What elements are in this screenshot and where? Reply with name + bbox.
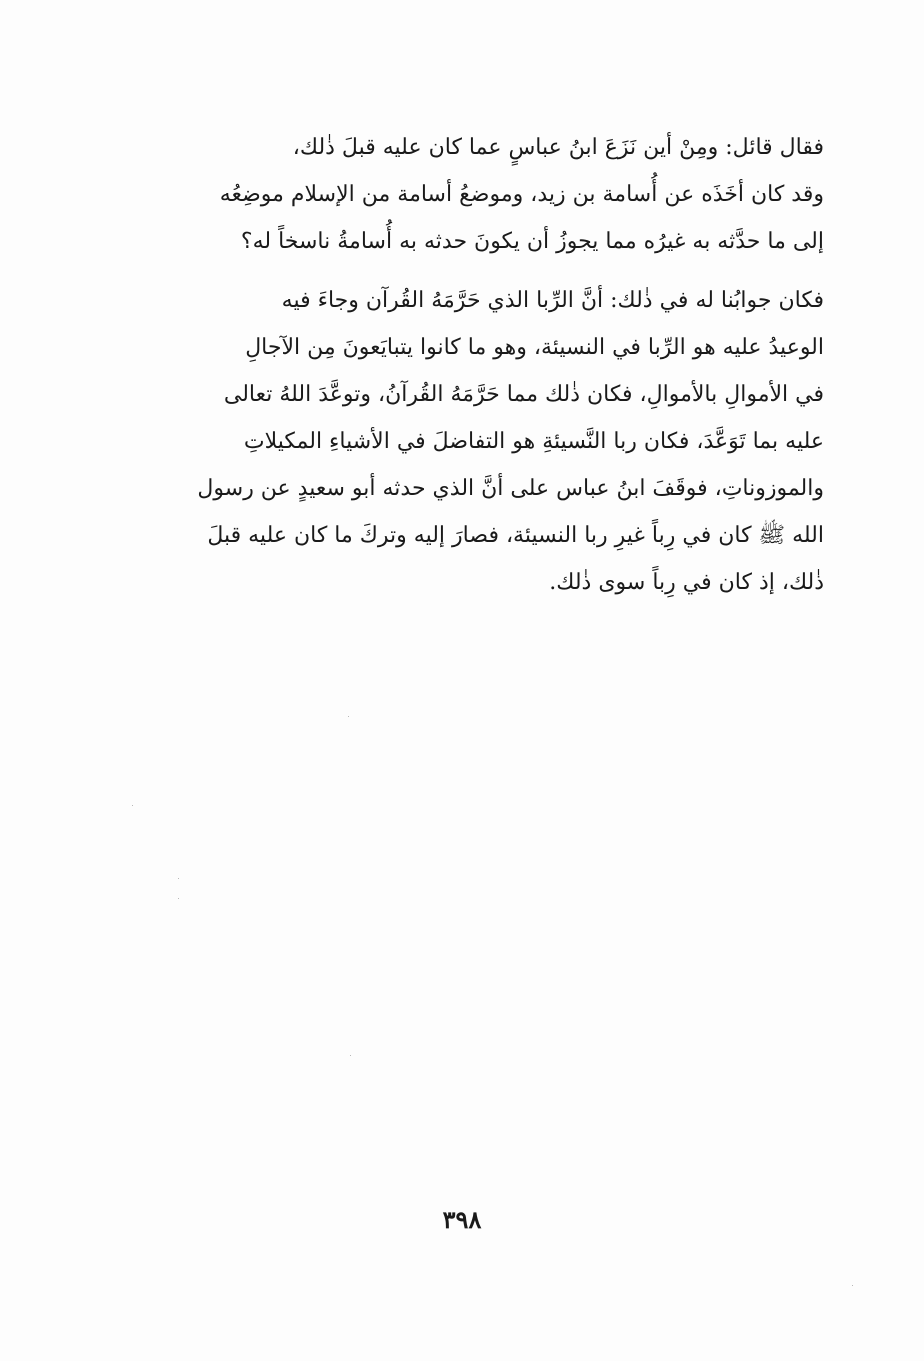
text-line: إلى ما حدَّثه به غيرُه مما يجوزُ أن يكونَ حدثه به أُسامةُ ناسخاً له؟ (240, 229, 824, 254)
text-line: عليه بما تَوَعَّدَ، فكان ربا النَّسيئةِ هو التفاضلَ في الأشياءِ المكيلاتِ (243, 429, 824, 454)
paragraph-answer (112, 277, 824, 606)
scan-speck (852, 1285, 853, 1286)
scan-speck (348, 716, 349, 717)
text-line: الوعيدُ عليه هو الرِّبا في النسيئة، وهو ما كانوا يتبايَعونَ مِن الآجالِ (245, 335, 824, 360)
text-line: في الأموالِ بالأموالِ، فكان ذٰلك مما حَرَّمَهُ القُرآنُ، وتوعَّدَ اللهُ تعالى (223, 382, 824, 407)
text-line: الله ﷺ كان في رِباً غيرِ ربا النسيئة، فصارَ إليه وتركَ ما كان عليه قبلَ (207, 523, 824, 548)
page-number: ٣٩٨ (442, 1205, 482, 1234)
scan-speck (350, 1055, 351, 1056)
scan-speck (178, 878, 179, 879)
text-line: وقد كان أخَذَه عن أُسامة بن زيد، وموضعُ أسامة من الإسلام موضِعُه (219, 182, 824, 207)
text-line: ذٰلك، إذ كان في رِباً سوى ذٰلك. (549, 570, 824, 595)
body-text (112, 124, 824, 606)
paragraph-spacer (112, 265, 824, 277)
paragraph-question (112, 124, 824, 265)
scan-speck (178, 898, 179, 899)
text-line: فكان جوابُنا له في ذٰلك: أنَّ الرِّبا الذي حَرَّمَهُ القُرآن وجاءَ فيه (281, 288, 824, 313)
text-line: والموزوناتِ، فوقَفَ ابنُ عباس على أنَّ الذي حدثه أبو سعيدٍ عن رسول (197, 476, 824, 501)
scan-speck (132, 805, 133, 806)
text-line: فقال قائل: ومِنْ أين نَزَعَ ابنُ عباسٍ عما كان عليه قبلَ ذٰلك، (292, 135, 824, 160)
